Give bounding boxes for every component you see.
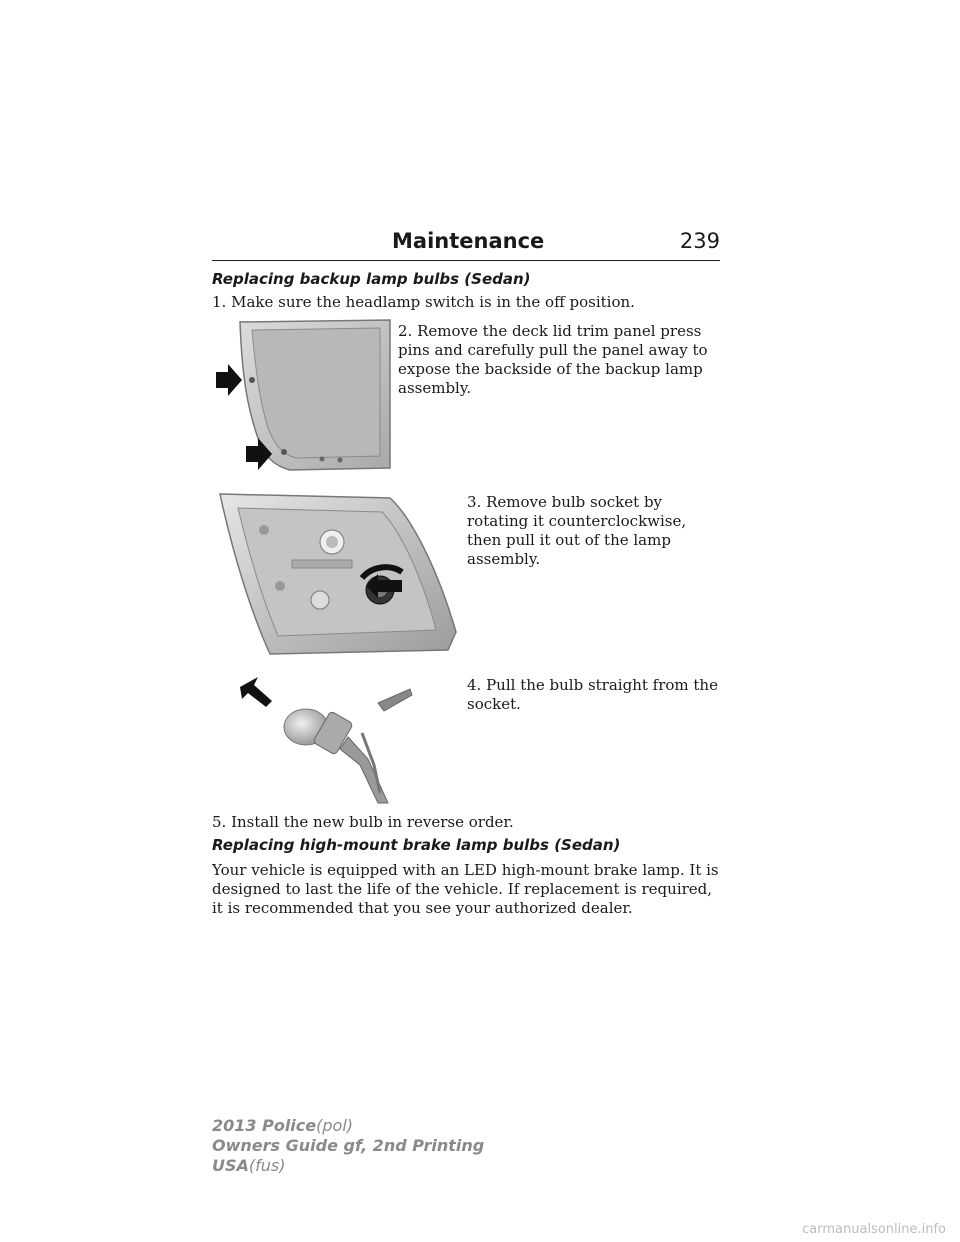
section-title: Maintenance [392, 229, 545, 253]
page-header [212, 226, 720, 261]
step-4: 4. Pull the bulb straight from the socket. [467, 676, 718, 713]
high-mount-lamp-body: Your vehicle is equipped with an LED high-mount brake lamp. It is designed to last the life of the vehicle. If replacement is required, it is recommended that you see your authorized dealer. [212, 861, 719, 917]
arrow-icon [216, 364, 242, 396]
trim-panel-illustration [212, 318, 392, 473]
pull-arrow-icon [240, 677, 272, 707]
watermark: carmanualsonline.info [802, 1222, 946, 1237]
step-2: 2. Remove the deck lid trim panel press pins and carefully pull the panel away to expose the backside of the backup lamp assembly. [398, 322, 708, 397]
subheading-backup-lamp: Replacing backup lamp bulbs (Sedan) [212, 270, 531, 288]
bulb-socket-illustration [238, 675, 418, 805]
lamp-assembly-illustration [212, 490, 460, 658]
subheading-high-mount-lamp: Replacing high-mount brake lamp bulbs (Sedan) [212, 836, 621, 854]
page-footer: 2013 Police(pol) Owners Guide gf, 2nd Printing USA(fus) [212, 1116, 485, 1175]
page-number: 239 [679, 229, 720, 253]
step-1: 1. Make sure the headlamp switch is in the off position. [212, 293, 635, 311]
step-3: 3. Remove bulb socket by rotating it counterclockwise, then pull it out of the lamp assembly. [467, 493, 687, 568]
step-5: 5. Install the new bulb in reverse order. [212, 813, 514, 831]
